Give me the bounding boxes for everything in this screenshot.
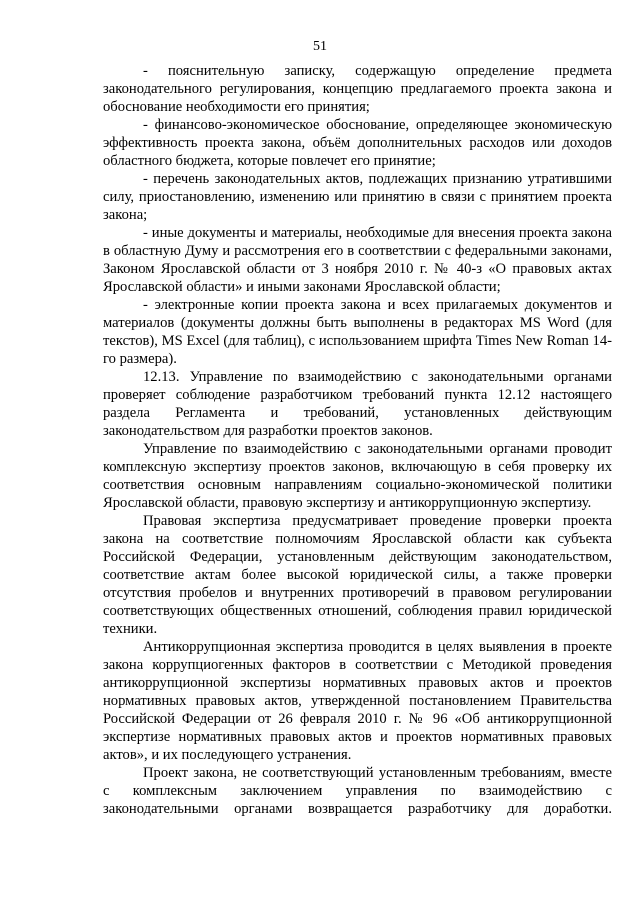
paragraph-financial-justification: - финансово-экономическое обоснование, определяющее экономическую эффективность проекта закона, объём дополнительных расходов или доходов областного бюджета, которые повлечет его принятие; bbox=[103, 117, 612, 169]
paragraph-electronic-copies: - электронные копии проекта закона и всех прилагаемых документов и материалов (документы должны быть выполнены в редакторах MS Word (для текстов), MS Excel (для таблиц), с использованием шрифта Times New Roman 14-го размера). bbox=[103, 297, 612, 367]
page-number: 51 bbox=[313, 39, 327, 54]
paragraph-acts-list: - перечень законодательных актов, подлежащих признанию утратившими силу, приостановлению, изменению или принятию в связи с принятием проекта закона; bbox=[103, 171, 612, 223]
paragraph-anticorruption-expertise: Антикоррупционная экспертиза проводится в целях выявления в проекте закона коррупциогенных факторов в соответствии с Методикой проведения антикоррупционной экспертизы нормативных правовых актов и проектов нормативных правовых актов, утвержденной постановлением Правительства Российской Федерации от 26 февраля 2010 г. № 96 «Об антикоррупционной экспертизе нормативных правовых актов и проектов нормативных правовых актов», и их последующего устранения. bbox=[103, 639, 612, 763]
document-body bbox=[103, 62, 612, 818]
paragraph-return-to-developer: Проект закона, не соответствующий установленным требованиям, вместе с комплексным заключением управления по взаимодействию с законодательными органами возвращается разработчику для доработки. bbox=[103, 765, 612, 817]
paragraph-legal-expertise: Правовая экспертиза предусматривает проведение проверки проекта закона на соответствие полномочиям Ярославской области как субъекта Российской Федерации, установленным действующим законодательством, соответствие актам более высокой юридической силы, а также проверки отсутствия пробелов и внутренних противоречий в правовом регулировании соответствующих общественных отношений, соблюдения правил юридической техники. bbox=[103, 513, 612, 637]
paragraph-12-13: 12.13. Управление по взаимодействию с законодательными органами проверяет соблюдение разработчиком требований пункта 12.12 настоящего раздела Регламента и требований, установленных действующим законодательством для разработки проектов законов. bbox=[103, 369, 612, 439]
paragraph-complex-expertise: Управление по взаимодействию с законодательными органами проводит комплексную экспертизу проектов законов, включающую в себя проверку их соответствия основным направлениям социально-экономической политики Ярославской области, правовую экспертизу и антикоррупционную экспертизу. bbox=[103, 441, 612, 511]
paragraph-explanatory-note: - пояснительную записку, содержащую определение предмета законодательного регулирования, концепцию предлагаемого проекта закона и обоснование необходимости его принятия; bbox=[103, 63, 612, 115]
paragraph-other-documents: - иные документы и материалы, необходимые для внесения проекта закона в областную Думу и рассмотрения его в соответствии с федеральными законами, Законом Ярославской области от 3 ноября 2010 г. № 40-з «О правовых актах Ярославской области» и иными законами Ярославской области; bbox=[103, 225, 612, 295]
